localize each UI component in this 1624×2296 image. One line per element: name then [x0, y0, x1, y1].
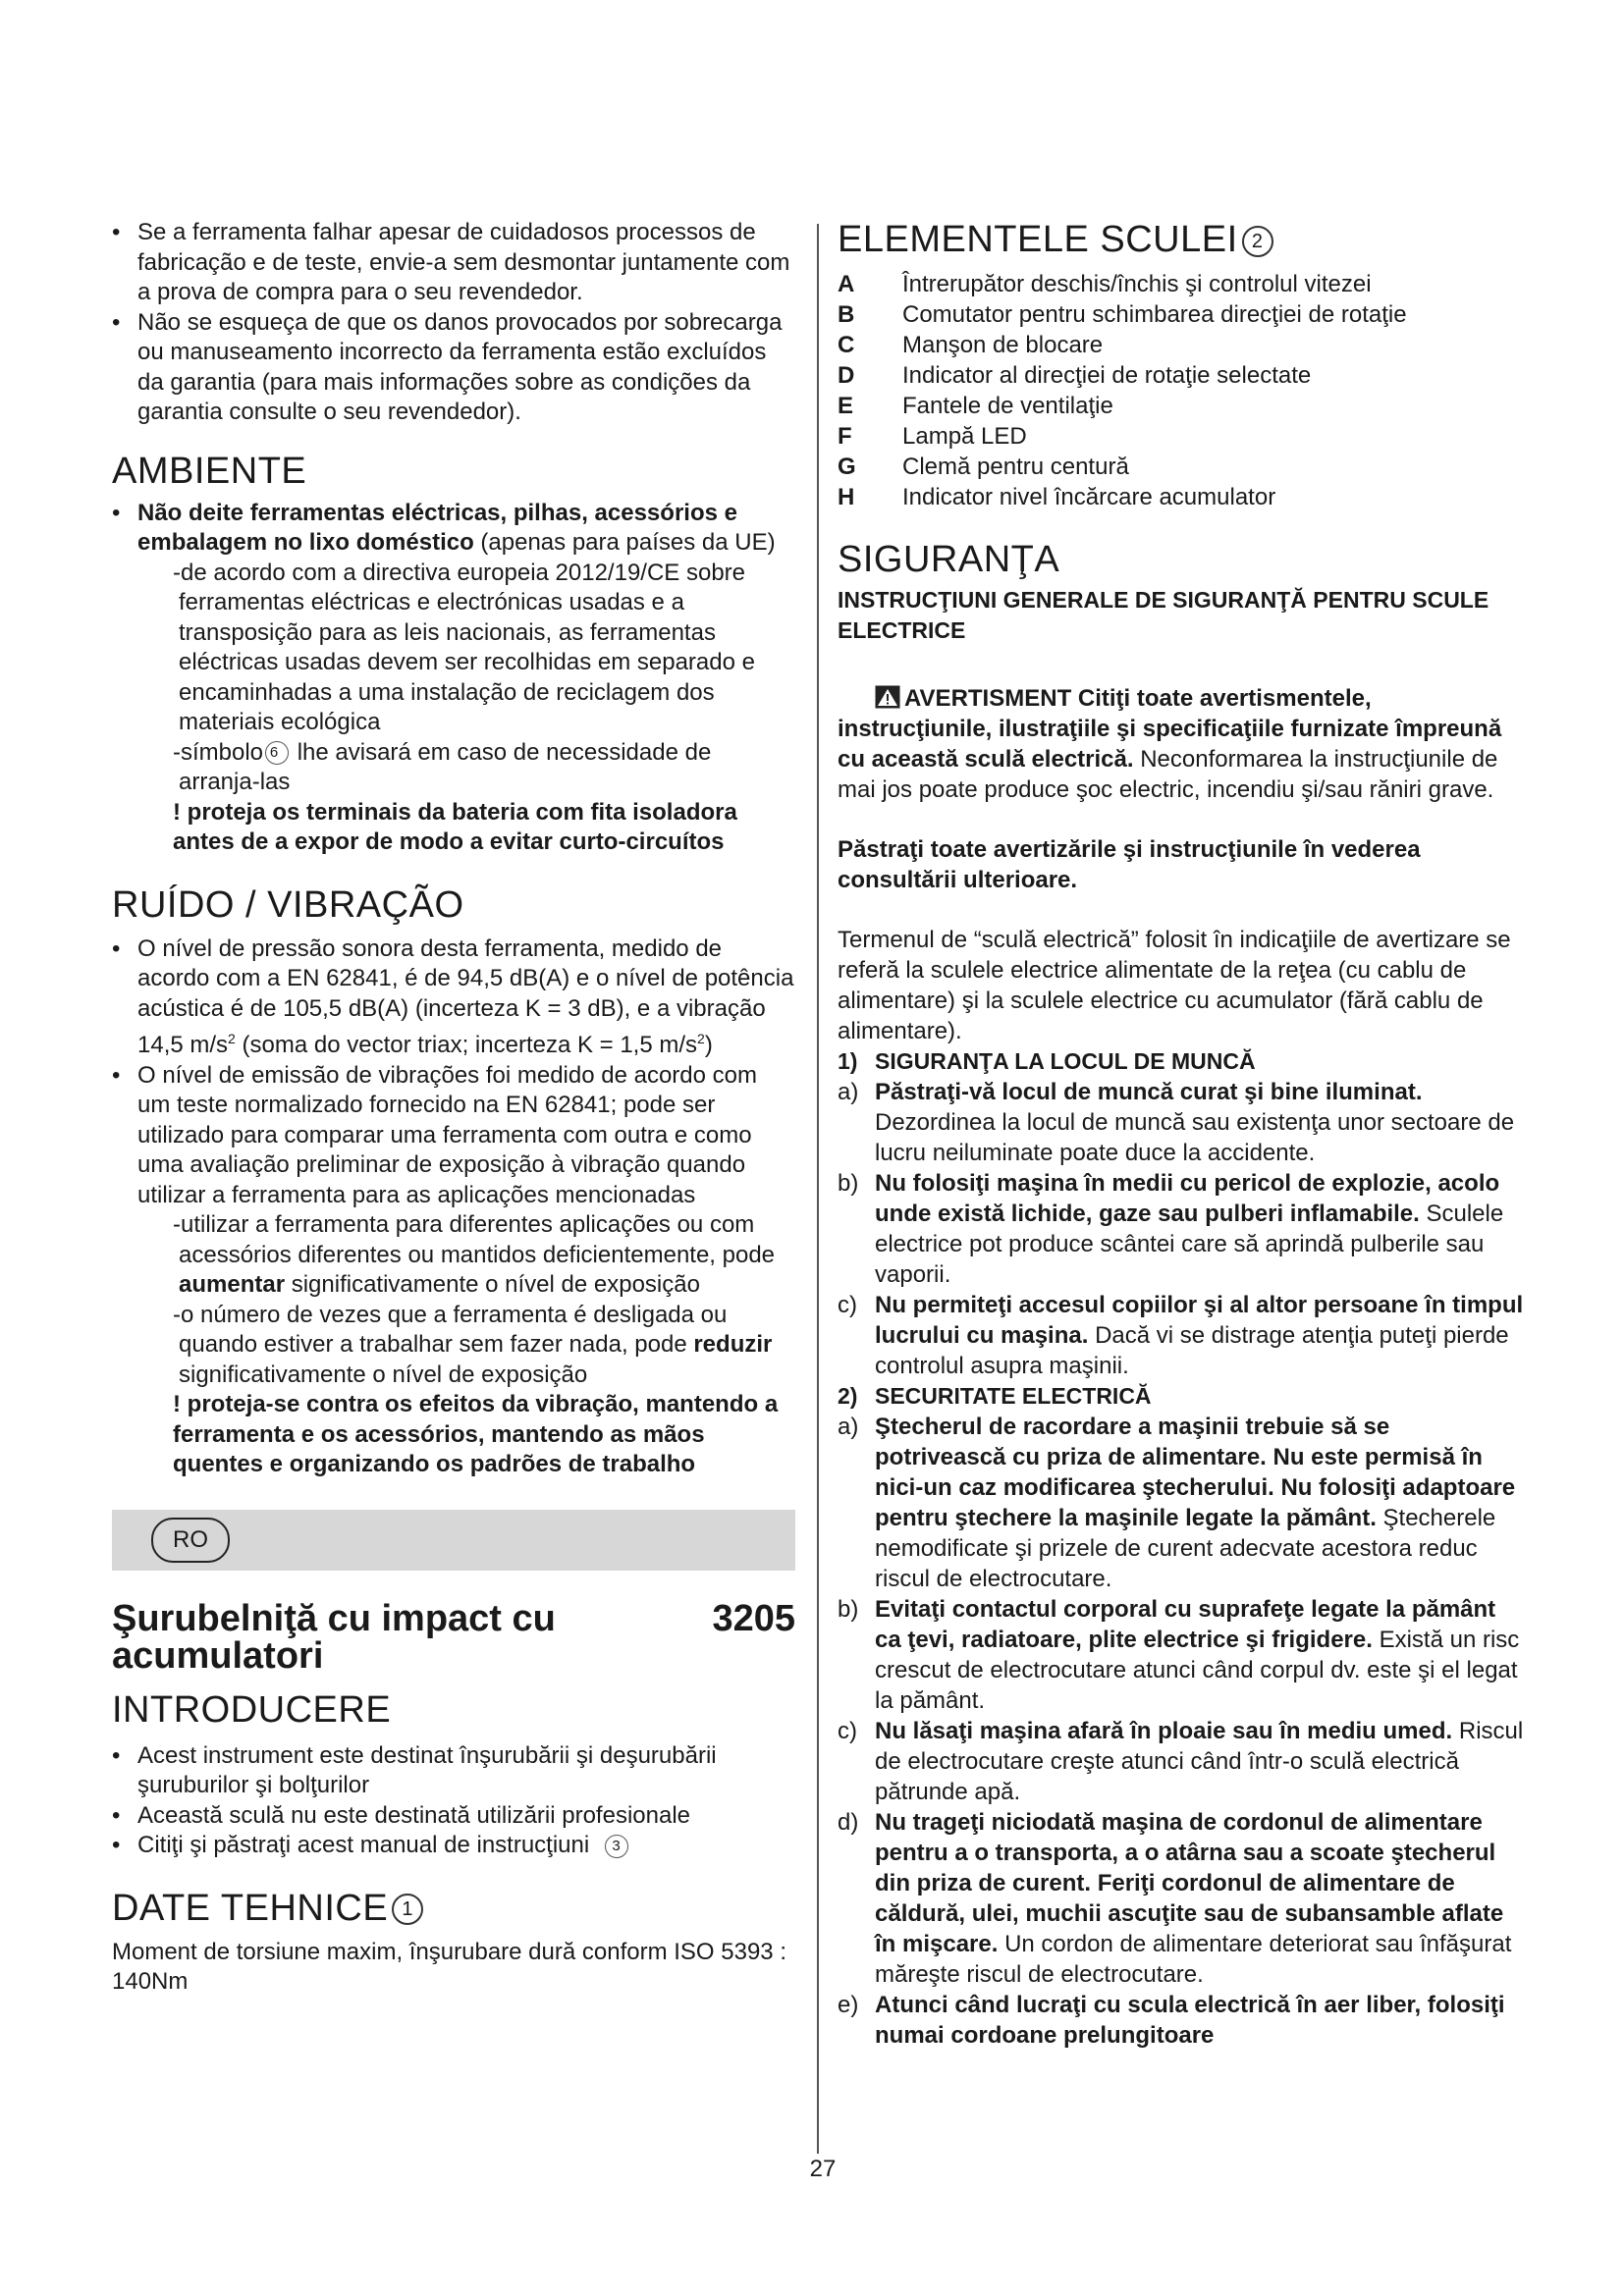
language-badge-ro: RO	[151, 1518, 230, 1563]
ruido-b1-a: O nível de pressão sonora desta ferramenta, medido de acordo com a EN 62841, é de 94,5 dB(A) e o nível de potência acústica é de 105,5 dB(A) (incerteza K = 3 dB), e a vibração 14,5 m/s	[137, 934, 794, 1058]
elemente-title: ELEMENTELE SCULEI	[838, 219, 1238, 260]
heading-ruido: RUÍDO / VIBRAÇÃO	[112, 883, 464, 926]
rule-bold: Nu lăsaţi maşina afară în ploaie sau în mediu umed.	[875, 1718, 1453, 1744]
ambiente-sub-1: -de acordo com a directiva europeia 2012/19/CE sobre ferramentas eléctricas e electrónicas usadas e a transposição para as leis nacionais, as ferramentas eléctricas usadas devem ser recolhidas em separado e encaminhadas a uma instalação de reciclagem dos materiais ecológica	[173, 559, 755, 735]
legend-key: D	[838, 362, 855, 389]
intro-bullet-2: • Această sculă nu este destinată utilizării profesionale	[112, 1801, 795, 1832]
ambiente-bullet-rest: (apenas para países da UE)	[473, 529, 776, 556]
rule-rest: Ştecherele nemodificate şi prizele de curent adecvate acestora reduc riscul de electrocutare.	[875, 1505, 1496, 1592]
rule-rest: Riscul de electrocutare creşte atunci când într-o sculă electrică pătrunde apă.	[875, 1718, 1524, 1805]
column-divider	[817, 224, 819, 2154]
legend-label: Întrerupător deschis/închis şi controlul vitezei	[902, 271, 1372, 297]
circled-number-1: 1	[392, 1894, 423, 1925]
warranty-bullet-2: • Não se esqueça de que os danos provocados por sobrecarga ou manuseamento incorrecto da ferramenta estão excluídos da garantia (para mais informações sobre as condições da garantia consulte o seu revendedor).	[112, 308, 795, 428]
sup-2: 2	[228, 1031, 236, 1046]
rule-item	[838, 1168, 1525, 1290]
ambiente-sub-2-a: -símbolo	[173, 738, 264, 766]
warranty-bullet-1: • Se a ferramenta falhar apesar de cuidadosos processos de fabricação e de teste, envie-a sem desmontar juntamente com a prova de compra para o seu revendedor.	[112, 218, 795, 308]
sup-2b: 2	[697, 1031, 705, 1046]
legend-key: E	[838, 393, 854, 419]
ruido-b1-b: (soma do vector triax; incerteza K = 1,5 m/s	[235, 1032, 698, 1058]
rule-item	[838, 1807, 1525, 1990]
rule-key: e)	[838, 1992, 859, 2018]
rule-item	[838, 1990, 1525, 2051]
parts-legend	[838, 269, 1525, 512]
rule-text	[875, 1990, 1525, 2051]
legend-row	[838, 452, 1525, 482]
ambiente-sub-2-b: lhe avisará em caso de necessidade de arranja-las	[179, 738, 712, 795]
section-1-num: 1)	[838, 1048, 858, 1074]
legend-row	[838, 391, 1525, 421]
heading-introducere: INTRODUCERE	[112, 1688, 392, 1731]
ruido-bullet-2: • O nível de emissão de vibrações foi medido de acordo com um teste normalizado fornecido na EN 62841; pode ser utilizado para comparar uma ferramenta com outra e como uma avaliação preliminar de exposição à vibração quando utilizar a ferramenta para as aplicações mencionadas	[112, 1061, 795, 1211]
rule-bold: Nu folosiţi maşina în medii cu pericol de explozie, acolo unde există lichide, gaze sau pulberi inflamabile.	[875, 1170, 1500, 1227]
ruido-warning: ! proteja-se contra os efeitos da vibração, mantendo a ferramenta e os acessórios, mantendo as mãos quentes e organizando os padrões de trabalho	[173, 1391, 779, 1477]
ruido-s2-b: reduzir	[693, 1331, 773, 1358]
ruido-sub-1	[112, 1210, 795, 1301]
section-1-title: SIGURANŢA LA LOCUL DE MUNCĂ	[875, 1048, 1256, 1074]
rule-key: c)	[838, 1718, 857, 1744]
language-band	[112, 1510, 795, 1571]
legend-label: Indicator al direcţiei de rotaţie selectate	[902, 362, 1312, 389]
legend-row	[838, 360, 1525, 391]
left-column	[112, 218, 795, 1998]
ambiente-warning: ! proteja os terminais da bateria com fita isoladora antes de a expor de modo a evitar curto-circuítos	[173, 798, 737, 855]
rule-text	[875, 1594, 1525, 1716]
rule-bold: Nu trageţi niciodată maşina de cordonul de alimentare pentru a o transporta, a o atârna sau a scoate ştecherul din priza de curent. Feriţi cordonul de alimentare de căldură, ulei, muchii ascuţite sau de subansamble aflate în mişcare.	[875, 1809, 1504, 1957]
section-2-title: SECURITATE ELECTRICĂ	[875, 1383, 1152, 1409]
date-tehnice-title: DATE TEHNICE	[112, 1887, 389, 1929]
legend-row	[838, 330, 1525, 360]
ruido-sub-2	[112, 1301, 795, 1391]
ambiente-bullet	[112, 499, 795, 559]
rule-item	[838, 1077, 1525, 1168]
term-definition: Termenul de “sculă electrică” folosit în indicaţiile de avertizare se referă la sculele electrice alimentate de la reţea (cu cablu de alimentare) şi la sculele electrice cu acumulator (fără cablu de alimentare).	[838, 927, 1511, 1044]
warning-triangle-icon	[875, 685, 900, 709]
legend-key: F	[838, 423, 852, 450]
ruido-s1-b: aumentar	[179, 1271, 286, 1298]
rule-text	[875, 1716, 1525, 1807]
ruido-bullet-1	[112, 934, 795, 1061]
rule-rest: Un cordon de alimentare deteriorat sau înfăşurat măreşte riscul de electrocutare.	[875, 1931, 1512, 1988]
product-header	[112, 1597, 795, 1677]
ambiente-sub-2	[112, 738, 795, 798]
legend-label: Manşon de blocare	[902, 332, 1104, 358]
circled-number-6: 6	[265, 741, 289, 765]
legend-key: C	[838, 332, 855, 358]
rule-rest: Sculele electrice pot produce scântei care să aprindă pulberile sau vaporii.	[875, 1201, 1504, 1288]
ruido-s2-a: -o número de vezes que a ferramenta é desligada ou quando estiver a trabalhar sem fazer nada, pode	[173, 1301, 728, 1358]
rule-item	[838, 1290, 1525, 1381]
ruido-s2-c: significativamente o nível de exposição	[179, 1361, 588, 1388]
rule-item	[838, 1412, 1525, 1594]
rule-bold: Nu permiteţi accesul copiilor şi al altor persoane în timpul lucrului cu maşina.	[875, 1292, 1524, 1349]
keep-instructions: Păstraţi toate avertizările şi instrucţiunile în vederea consultării ulterioare.	[838, 836, 1421, 893]
rule-key: d)	[838, 1809, 859, 1836]
rule-bold: Păstraţi-vă locul de muncă curat şi bine iluminat.	[875, 1079, 1423, 1105]
product-title: Şurubelniţă cu impact cu acumulatori	[112, 1597, 556, 1677]
rule-text	[875, 1077, 1525, 1168]
rule-key: a)	[838, 1414, 859, 1440]
ambiente-bullet-bold: Não deite ferramentas eléctricas, pilhas, acessórios e embalagem no lixo doméstico	[137, 499, 737, 556]
legend-label: Clemă pentru centură	[902, 454, 1129, 480]
rule-bold: Evitaţi contactul corporal cu suprafeţe legate la pământ ca ţevi, radiatoare, plite electrice şi frigidere.	[875, 1596, 1496, 1653]
safety-warning-rest: Neconformarea la instrucţiunile de mai jos poate produce şoc electric, incendiu şi/sau răniri grave.	[838, 746, 1498, 803]
rule-rest: Dezordinea la locul de muncă sau existenţa unor sectoare de lucru neiluminate poate duce la accidente.	[875, 1109, 1515, 1166]
page-number: 27	[809, 2156, 837, 2182]
legend-label: Lampă LED	[902, 423, 1027, 450]
legend-key: A	[838, 271, 855, 297]
heading-date-tehnice	[112, 1887, 795, 1930]
rule-key: b)	[838, 1596, 859, 1623]
rule-text	[875, 1290, 1525, 1381]
intro-bullet-3	[112, 1831, 795, 1861]
legend-row	[838, 299, 1525, 330]
ruido-s1-a: -utilizar a ferramenta para diferentes aplicações ou com acessórios diferentes ou mantidos deficientemente, pode	[173, 1211, 776, 1268]
legend-row	[838, 421, 1525, 452]
legend-label: Fantele de ventilaţie	[902, 393, 1113, 419]
legend-row	[838, 482, 1525, 512]
intro-bullet-1: • Acest instrument este destinat înşurubării şi deşurubării şuruburilor şi bolţurilor	[112, 1741, 795, 1801]
torque-spec: Moment de torsiune maxim, înşurubare dură conform ISO 5393 : 140Nm	[112, 1938, 786, 1995]
rule-key: b)	[838, 1170, 859, 1197]
circled-number-3: 3	[605, 1835, 628, 1858]
rule-key: c)	[838, 1292, 857, 1318]
heading-elemente	[838, 218, 1525, 261]
heading-ambiente: AMBIENTE	[112, 450, 307, 492]
safety-subheading: INSTRUCŢIUNI GENERALE DE SIGURANŢĂ PENTRU SCULE ELECTRICE	[838, 587, 1489, 643]
legend-key: H	[838, 484, 855, 510]
safety-warning-bold: AVERTISMENT Citiţi toate avertismentele, instrucţiunile, ilustraţiile şi specificaţiile furnizate împreună cu această sculă electrică.	[838, 685, 1502, 773]
legend-key: B	[838, 301, 855, 328]
legend-key: G	[838, 454, 856, 480]
section-1-heading	[838, 1046, 1525, 1077]
rule-text	[875, 1412, 1525, 1594]
section-2-num: 2)	[838, 1383, 858, 1409]
right-column	[838, 218, 1525, 2051]
section-2-heading	[838, 1381, 1525, 1412]
intro-b3-text: Citiţi şi păstraţi acest manual de instrucţiuni	[137, 1832, 590, 1858]
legend-label: Indicator nivel încărcare acumulator	[902, 484, 1276, 510]
rule-bold: Ştecherul de racordare a maşinii trebuie să se potrivească cu priza de alimentare. Nu este permisă în nici-un caz modificarea ştecherului. Nu folosiţi adaptoare pentru ştechere la maşinile legate la pământ.	[875, 1414, 1516, 1531]
rule-bold: Atunci când lucraţi cu scula electrică în aer liber, folosiţi numai cordoane prelungitoare	[875, 1992, 1505, 2049]
rule-key: a)	[838, 1079, 859, 1105]
legend-row	[838, 269, 1525, 299]
rule-rest: Dacă vi se distrage atenţia puteţi pierde controlul asupra maşinii.	[875, 1322, 1509, 1379]
rule-rest: Există un risc crescut de electrocutare atunci când corpul dv. este şi el legat la pământ.	[875, 1627, 1520, 1714]
rule-item	[838, 1716, 1525, 1807]
heading-siguranta: SIGURANŢA	[838, 539, 1060, 580]
product-code: 3205	[712, 1597, 795, 1639]
circled-number-2: 2	[1242, 226, 1273, 257]
rule-item	[838, 1594, 1525, 1716]
rule-text	[875, 1807, 1525, 1990]
legend-label: Comutator pentru schimbarea direcţiei de rotaţie	[902, 301, 1407, 328]
ruido-b1-c: )	[704, 1032, 713, 1058]
rule-text	[875, 1168, 1525, 1290]
safety-warning	[838, 683, 1525, 805]
ruido-s1-c: significativamente o nível de exposição	[285, 1271, 700, 1298]
